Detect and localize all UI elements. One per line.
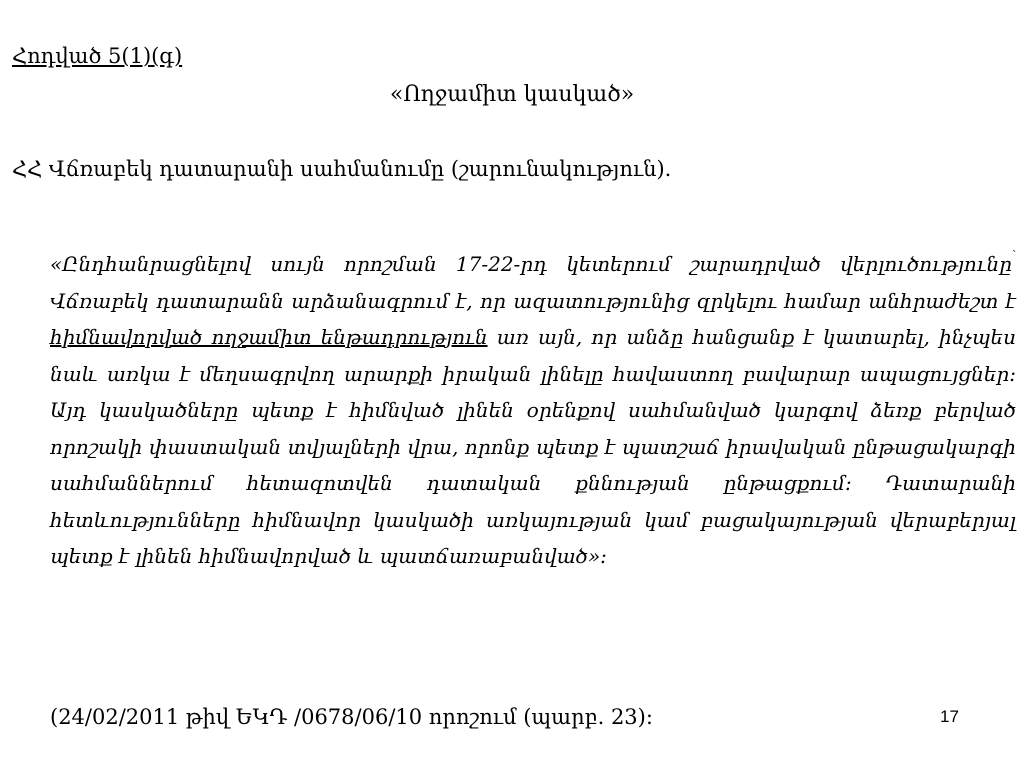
slide-title: «Ողջամիտ կասկած» [389, 82, 635, 107]
subject-heading: ՀՀ Վճռաբեկ դատարանի սահմանումը (շարունակություն). [12, 157, 672, 181]
citation: (24/02/2011 թիվ ԵԿԴ /0678/06/10 որոշում (պարբ. 23): [50, 705, 653, 729]
article-reference: Հոդված 5(1)(գ) [12, 44, 183, 68]
quote-underlined-phrase: հիմնավորված ողջամիտ ենթադրություն [50, 325, 488, 349]
page-number: 17 [940, 707, 959, 726]
quote-text-part-3: առ այն, որ անձը հանցանք է կատարել, ինչպես նաև առկա է մեղսագրվող արարքի իրական լինելը հավաստող բավարար ապացույցներ: Այդ կասկածները պետք է հիմնված լինեն օրենքով սահմանված կարգով ձեռք բերված որոշակի փաստական տվյալների վրա, որոնք պետք է պատշաճ իրավական ընթացակարգի սահմաններում հետազոտվեն դատական քննության ընթացքում: Դատարանի հետևությունները հիմնավոր կասկածի առկայության կամ բացակայության վերաբերյալ պետք է լինեն հիմնավորված և պատճառաբանված»: [50, 325, 1016, 568]
quote-text-part-2: Վճռաբեկ դատարանն արձանագրում է, որ ազատությունից զրկելու համար անհրաժեշտ է [50, 288, 1016, 313]
court-quote [50, 238, 1016, 575]
quote-mark: ՝ [1011, 249, 1016, 262]
quote-text-part-1: «Ընդհանրացնելով սույն որոշման 17-22-րդ կետերում շարադրված վերլուծությունը [50, 252, 1012, 276]
